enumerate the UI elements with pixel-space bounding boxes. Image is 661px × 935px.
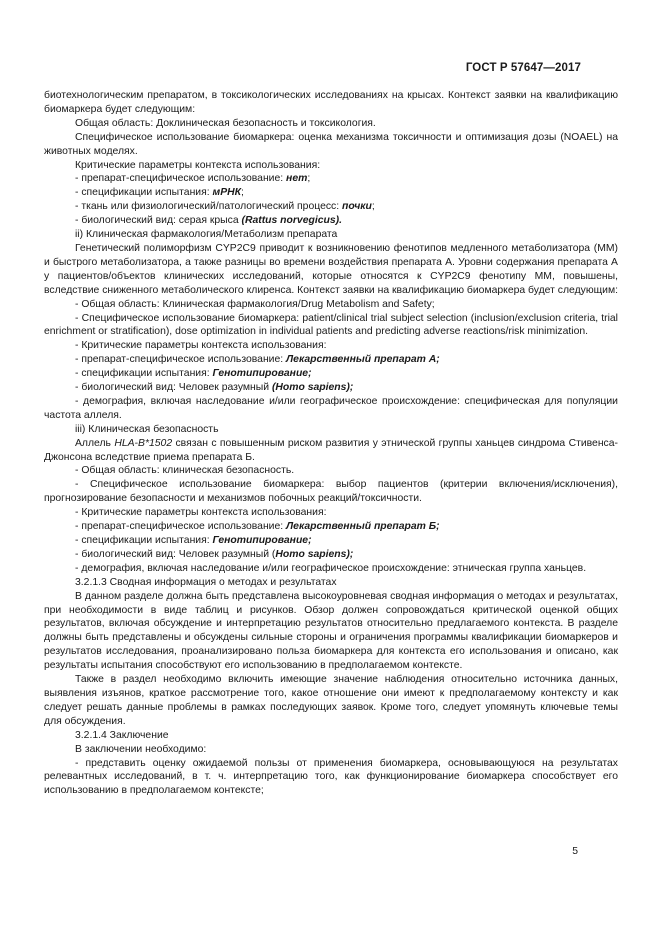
page-number: 5: [572, 846, 578, 857]
list-item: - Общая область: клиническая безопасность.: [75, 465, 295, 477]
paragraph: Критические параметры контекста использования:: [75, 159, 321, 171]
list-item: - биологический вид: серая крыса (Rattus norvegicus).: [75, 215, 342, 227]
list-item: - Общая область: Клиническая фармакология/Drug Metabolism and Safety;: [75, 298, 435, 310]
section-heading: 3.2.1.3 Сводная информация о методах и результатах: [75, 576, 337, 588]
list-item: - биологический вид: Человек разумный (Homo sapiens);: [75, 382, 354, 394]
paragraph: биотехнологическим препаратом, в токсикологических исследованиях на крысах. Контекст заявки на квалификацию биомаркера будет следующим:: [44, 90, 618, 115]
list-item: - представить оценку ожидаемой пользы от применения биомаркера, основывающуюся на результатах релевантных исследований, в т. ч. интерпретацию того, как функционирование биомаркера способствует его использованию в предполагаемом контексте;: [44, 757, 618, 797]
paragraph: В данном разделе должна быть представлена высокоуровневая сводная информация о методах и результатах, при необходимости в виде таблиц и рисунков. Обзор должен сопровождаться критической оценкой общих результатов, включая обсуждение и интерпретацию результатов относительно предлагаемого контекста. В разделе должны быть представлены и обсуждены сильные стороны и ограничения программы квалификации биомаркеров и результатов исследования, проанализировано польза биомаркера для контекста его использования и описано, как результаты испытания способствуют его использованию в предполагаемом контексте.: [44, 590, 618, 672]
list-item: - препарат-специфическое использование: нет;: [75, 173, 311, 185]
document-body: [44, 89, 618, 798]
list-item: - Специфическое использование биомаркера: patient/clinical trial subject selection (inclusion/exclusion criteria, trial enrichment or stratification), dose optimization in individual patients and predicting adverse reactions/risk minimization.: [44, 312, 618, 338]
paragraph: Общая область: Доклиническая безопасность и токсикология.: [75, 117, 376, 129]
list-item: - препарат-специфическое использование: Лекарственный препарат Б;: [75, 521, 440, 533]
list-item: - демография, включая наследование и/или географическое происхождение: этническая группа ханьцев.: [75, 562, 587, 574]
paragraph: Также в раздел необходимо включить имеющие значение наблюдения относительно источника данных, выявления изъянов, краткое рассмотрение того, какое отношение они имеют к предполагаемому контексту и как следует решать данные проблемы в рамках последующих заявок. Кроме того, следует упомянуть ключевые темы для обсуждения.: [44, 674, 618, 727]
list-item: - Критические параметры контекста использования:: [75, 340, 327, 352]
document-header: ГОСТ Р 57647—2017: [465, 62, 581, 74]
list-item: - ткань или физиологический/патологический процесс: почки;: [75, 201, 375, 213]
list-item: - спецификации испытания: Генотипирование;: [75, 535, 312, 546]
subsection-heading: ii) Клиническая фармакология/Метаболизм препарата: [75, 229, 338, 241]
paragraph: В заключении необходимо:: [75, 743, 207, 755]
section-heading: 3.2.1.4 Заключение: [75, 729, 169, 741]
paragraph: Генетический полиморфизм CYP2C9 приводит к возникновению фенотипов медленного метаболизатора (ММ) и быстрого метаболизатора, а также разницы во времени воздействия препарата А. Уровни содержания препарата А у пациентов/объектов клинических исследований, которые относятся к CYP2C9 фенотипу ММ, повышены, вследствие сниженного метаболического клиренса. Контекст заявки на квалификацию биомаркера будет следующим:: [44, 242, 619, 296]
subsection-heading: iii) Клиническая безопасность: [75, 423, 219, 435]
paragraph: Аллель HLA-B*1502 связан с повышенным риском развития у этнической группы ханьцев синдрома Стивенса-Джонсона вследствие приема препарата Б.: [44, 437, 618, 463]
list-item: - спецификации испытания: Генотипирование;: [75, 368, 312, 380]
paragraph: Специфическое использование биомаркера: оценка механизма токсичности и оптимизация дозы (NOAEL) на животных моделях.: [44, 131, 618, 157]
list-item: - спецификации испытания: мРНК;: [75, 187, 244, 199]
list-item: - Критические параметры контекста использования:: [75, 507, 327, 519]
list-item: - демография, включая наследование и/или географическое происхождение: специфическая для популяции частота аллеля.: [44, 395, 618, 421]
list-item: - биологический вид: Человек разумный (Homo sapiens);: [75, 548, 354, 560]
list-item: - препарат-специфическое использование: Лекарственный препарат А;: [75, 354, 440, 366]
list-item: - Специфическое использование биомаркера: выбор пациентов (критерии включения/исключения), прогнозирование безопасности и механизмов побочных реакций/токсичности.: [44, 479, 618, 505]
